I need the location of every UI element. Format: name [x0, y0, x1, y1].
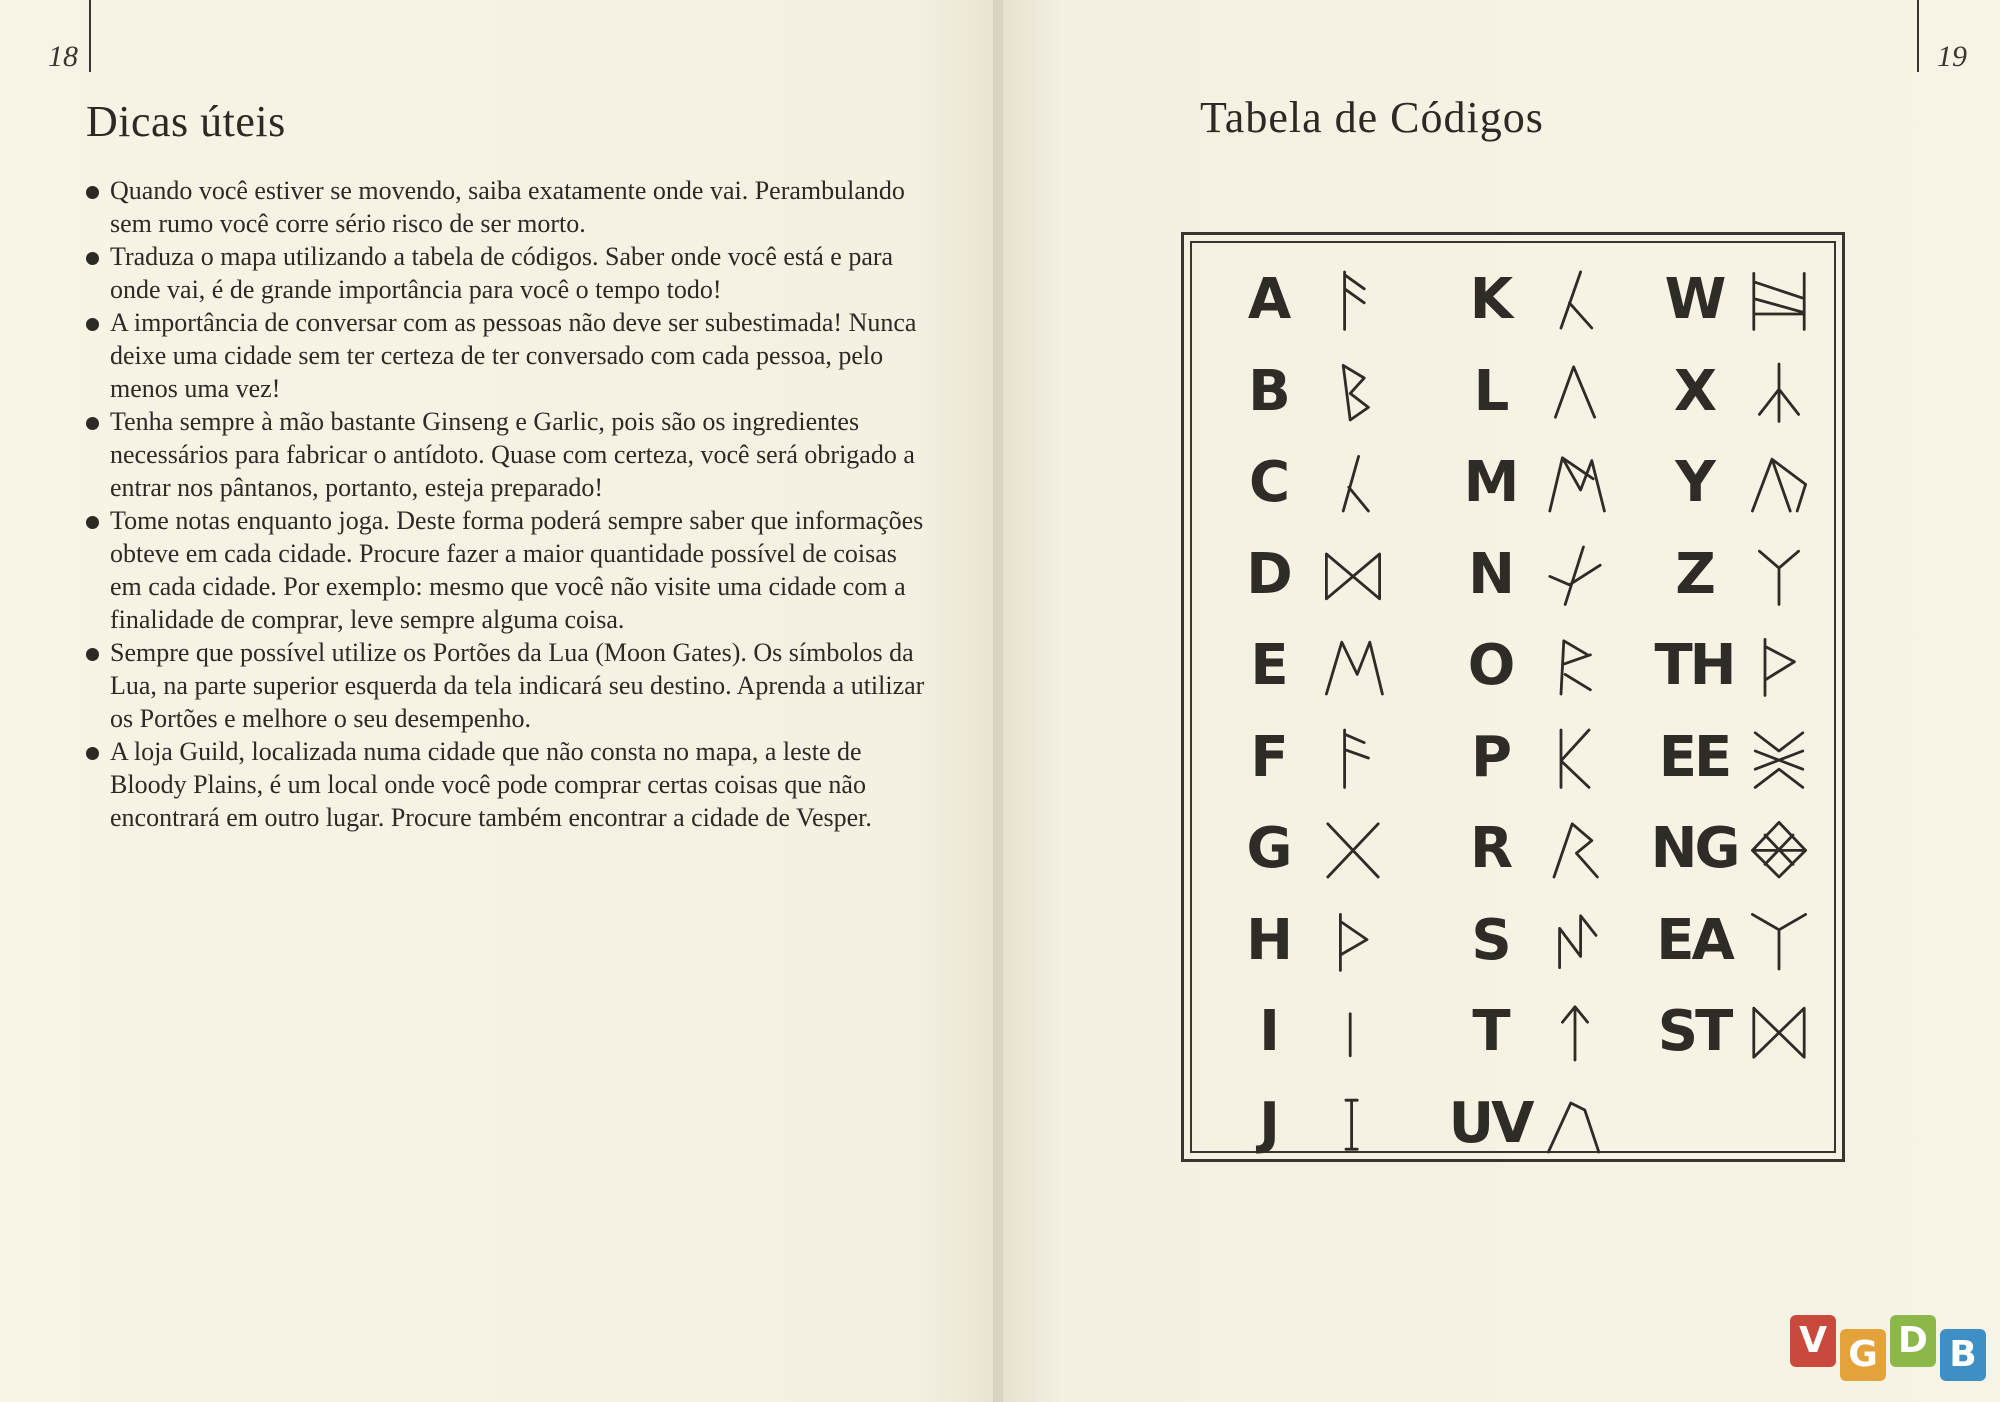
code-cell	[1644, 255, 1844, 345]
code-cell	[1440, 1079, 1640, 1169]
code-table	[1181, 232, 1845, 1162]
isa-rune-icon	[1318, 997, 1388, 1067]
algiz-rune-icon	[1744, 540, 1814, 610]
right-corner-rule	[1917, 0, 1919, 72]
code-cell	[1644, 804, 1844, 894]
code-letter: Y	[1675, 450, 1713, 515]
code-letter: A	[1247, 267, 1289, 332]
right-page-number: 19	[1937, 40, 1967, 73]
sowilo-rune-icon	[1540, 906, 1610, 976]
code-cell	[1218, 530, 1418, 620]
kenaz-rune-icon	[1540, 265, 1610, 335]
code-letter: J	[1259, 1090, 1277, 1156]
code-letter: C	[1248, 450, 1288, 515]
code-cell	[1218, 438, 1418, 528]
code-cell	[1644, 438, 1844, 528]
code-cell	[1218, 621, 1418, 711]
code-cell	[1218, 713, 1418, 803]
tip-item	[86, 636, 926, 735]
bullet-icon	[86, 252, 99, 265]
uruz-rune-icon	[1540, 1089, 1610, 1159]
code-table-heading: Tabela de Códigos	[1200, 93, 1544, 142]
berkana-rune-icon	[1318, 357, 1388, 427]
code-letter: Z	[1675, 541, 1713, 607]
tip-text: A importância de conversar com as pessoas não deve ser subestimada! Nunca deixe uma cidade sem ter certeza de ter conversado com cada pessoa, pelo menos uma vez!	[110, 308, 917, 403]
code-letter: EA	[1656, 907, 1732, 973]
laguz-rune-icon	[1540, 357, 1610, 427]
code-letter: UV	[1448, 1090, 1532, 1156]
logo-tile-d: D	[1890, 1315, 1936, 1367]
thurisaz-rune-icon	[1744, 631, 1814, 701]
raido-rune-icon	[1540, 814, 1610, 884]
logo-tile-v: V	[1790, 1315, 1836, 1367]
code-cell	[1218, 896, 1418, 986]
code-letter: M	[1463, 450, 1517, 515]
code-letter: S	[1471, 907, 1509, 973]
tip-item	[86, 504, 926, 636]
code-cell	[1440, 530, 1640, 620]
left-page-number: 18	[48, 40, 78, 73]
code-cell	[1440, 621, 1640, 711]
code-cell	[1644, 621, 1844, 711]
code-letter: B	[1248, 358, 1288, 424]
tip-text: Tenha sempre à mão bastante Ginseng e Garlic, pois são os ingredientes necessários para fabricar o antídoto. Quase com certeza, você será obrigado a entrar nos pântanos, portanto, esteja preparado!	[110, 407, 915, 502]
code-letter: ST	[1657, 999, 1731, 1064]
jera-rune-icon	[1318, 1089, 1388, 1159]
hagalaz-rune-icon	[1318, 906, 1388, 976]
code-letter: G	[1246, 816, 1290, 881]
vgdb-logo	[1790, 1315, 1990, 1385]
tip-item	[86, 405, 926, 504]
yr-rune-icon	[1744, 448, 1814, 518]
code-cell	[1440, 438, 1640, 528]
mannaz-rune-icon	[1540, 448, 1610, 518]
code-cell	[1218, 1079, 1418, 1169]
code-letter: W	[1664, 267, 1724, 332]
code-letter: E	[1250, 633, 1286, 698]
naudiz-rune-icon	[1540, 540, 1610, 610]
ansuz-rune-icon	[1318, 265, 1388, 335]
ehwaz-rune-icon	[1318, 631, 1388, 701]
code-letter: H	[1246, 907, 1290, 973]
tip-text: Sempre que possível utilize os Portões da Lua (Moon Gates). Os símbolos da Lua, na parte superior esquerda da tela indicará seu destino. Aprenda a utilizar os Portões e melhore o seu desempenho.	[110, 638, 925, 733]
tip-item	[86, 174, 926, 240]
bullet-icon	[86, 186, 99, 199]
left-corner-rule	[89, 0, 91, 72]
code-cell	[1644, 530, 1844, 620]
code-letter: P	[1470, 724, 1510, 790]
othala-rune-icon	[1540, 631, 1610, 701]
code-letter: O	[1467, 633, 1513, 698]
code-letter: D	[1246, 541, 1290, 607]
tip-text: A loja Guild, localizada numa cidade que não consta no mapa, a leste de Bloody Plains, é um local onde você pode comprar certas coisas que não encontrará em outro lugar. Procure também encontrar a cidade de Vesper.	[110, 737, 872, 832]
ingwaz-rune-icon	[1744, 814, 1814, 884]
code-cell	[1440, 896, 1640, 986]
dagaz-rune-icon	[1318, 540, 1388, 610]
algiz-inverted-rune-icon	[1744, 357, 1814, 427]
bullet-icon	[86, 417, 99, 430]
tip-item	[86, 240, 926, 306]
code-cell	[1440, 987, 1640, 1077]
code-letter: K	[1469, 267, 1511, 332]
code-cell	[1218, 347, 1418, 437]
gebo-rune-icon	[1318, 814, 1388, 884]
code-letter: I	[1259, 999, 1277, 1064]
code-letter: L	[1473, 358, 1507, 424]
code-cell	[1440, 804, 1640, 894]
logo-tile-g: G	[1840, 1329, 1886, 1381]
code-cell	[1218, 804, 1418, 894]
stan-rune-icon	[1744, 997, 1814, 1067]
code-cell	[1218, 987, 1418, 1077]
code-letter: EE	[1658, 724, 1730, 790]
logo-tile-b: B	[1940, 1329, 1986, 1381]
bullet-icon	[86, 516, 99, 529]
code-cell	[1440, 255, 1640, 345]
code-letter: NG	[1650, 816, 1738, 881]
code-letter: TH	[1654, 633, 1734, 698]
code-cell	[1218, 255, 1418, 345]
code-letter: R	[1469, 816, 1511, 881]
double-gebo-rune-icon	[1744, 723, 1814, 793]
bullet-icon	[86, 318, 99, 331]
tips-heading: Dicas úteis	[86, 97, 286, 146]
perthro-rune-icon	[1540, 723, 1610, 793]
code-letter: F	[1250, 724, 1286, 790]
ear-rune-icon	[1744, 906, 1814, 976]
code-cell	[1440, 347, 1640, 437]
code-cell	[1644, 347, 1844, 437]
wunjo-rune-icon	[1744, 265, 1814, 335]
tip-item	[86, 306, 926, 405]
code-cell	[1644, 713, 1844, 803]
tips-list	[86, 174, 926, 834]
code-cell	[1440, 713, 1640, 803]
book-spine	[993, 0, 1003, 1402]
code-cell	[1644, 987, 1844, 1077]
tip-text: Tome notas enquanto joga. Deste forma poderá sempre saber que informações obteve em cada cidade. Procure fazer a maior quantidade possível de coisas em cada cidade. Por exemplo: mesmo que você não visite uma cidade com a finalidade de comprar, leve sempre alguma coisa.	[110, 506, 924, 634]
code-letter: X	[1673, 358, 1715, 424]
code-letter: T	[1472, 999, 1508, 1064]
kaun-rune-icon	[1318, 448, 1388, 518]
bullet-icon	[86, 747, 99, 760]
fehu-rune-icon	[1318, 723, 1388, 793]
code-letter: N	[1468, 541, 1512, 607]
tiwaz-rune-icon	[1540, 997, 1610, 1067]
tip-item	[86, 735, 926, 834]
bullet-icon	[86, 648, 99, 661]
tip-text: Traduza o mapa utilizando a tabela de códigos. Saber onde você está e para onde vai, é de grande importância para você o tempo todo!	[110, 242, 894, 304]
code-cell	[1644, 896, 1844, 986]
tip-text: Quando você estiver se movendo, saiba exatamente onde vai. Perambulando sem rumo você corre sério risco de ser morto.	[110, 176, 905, 238]
